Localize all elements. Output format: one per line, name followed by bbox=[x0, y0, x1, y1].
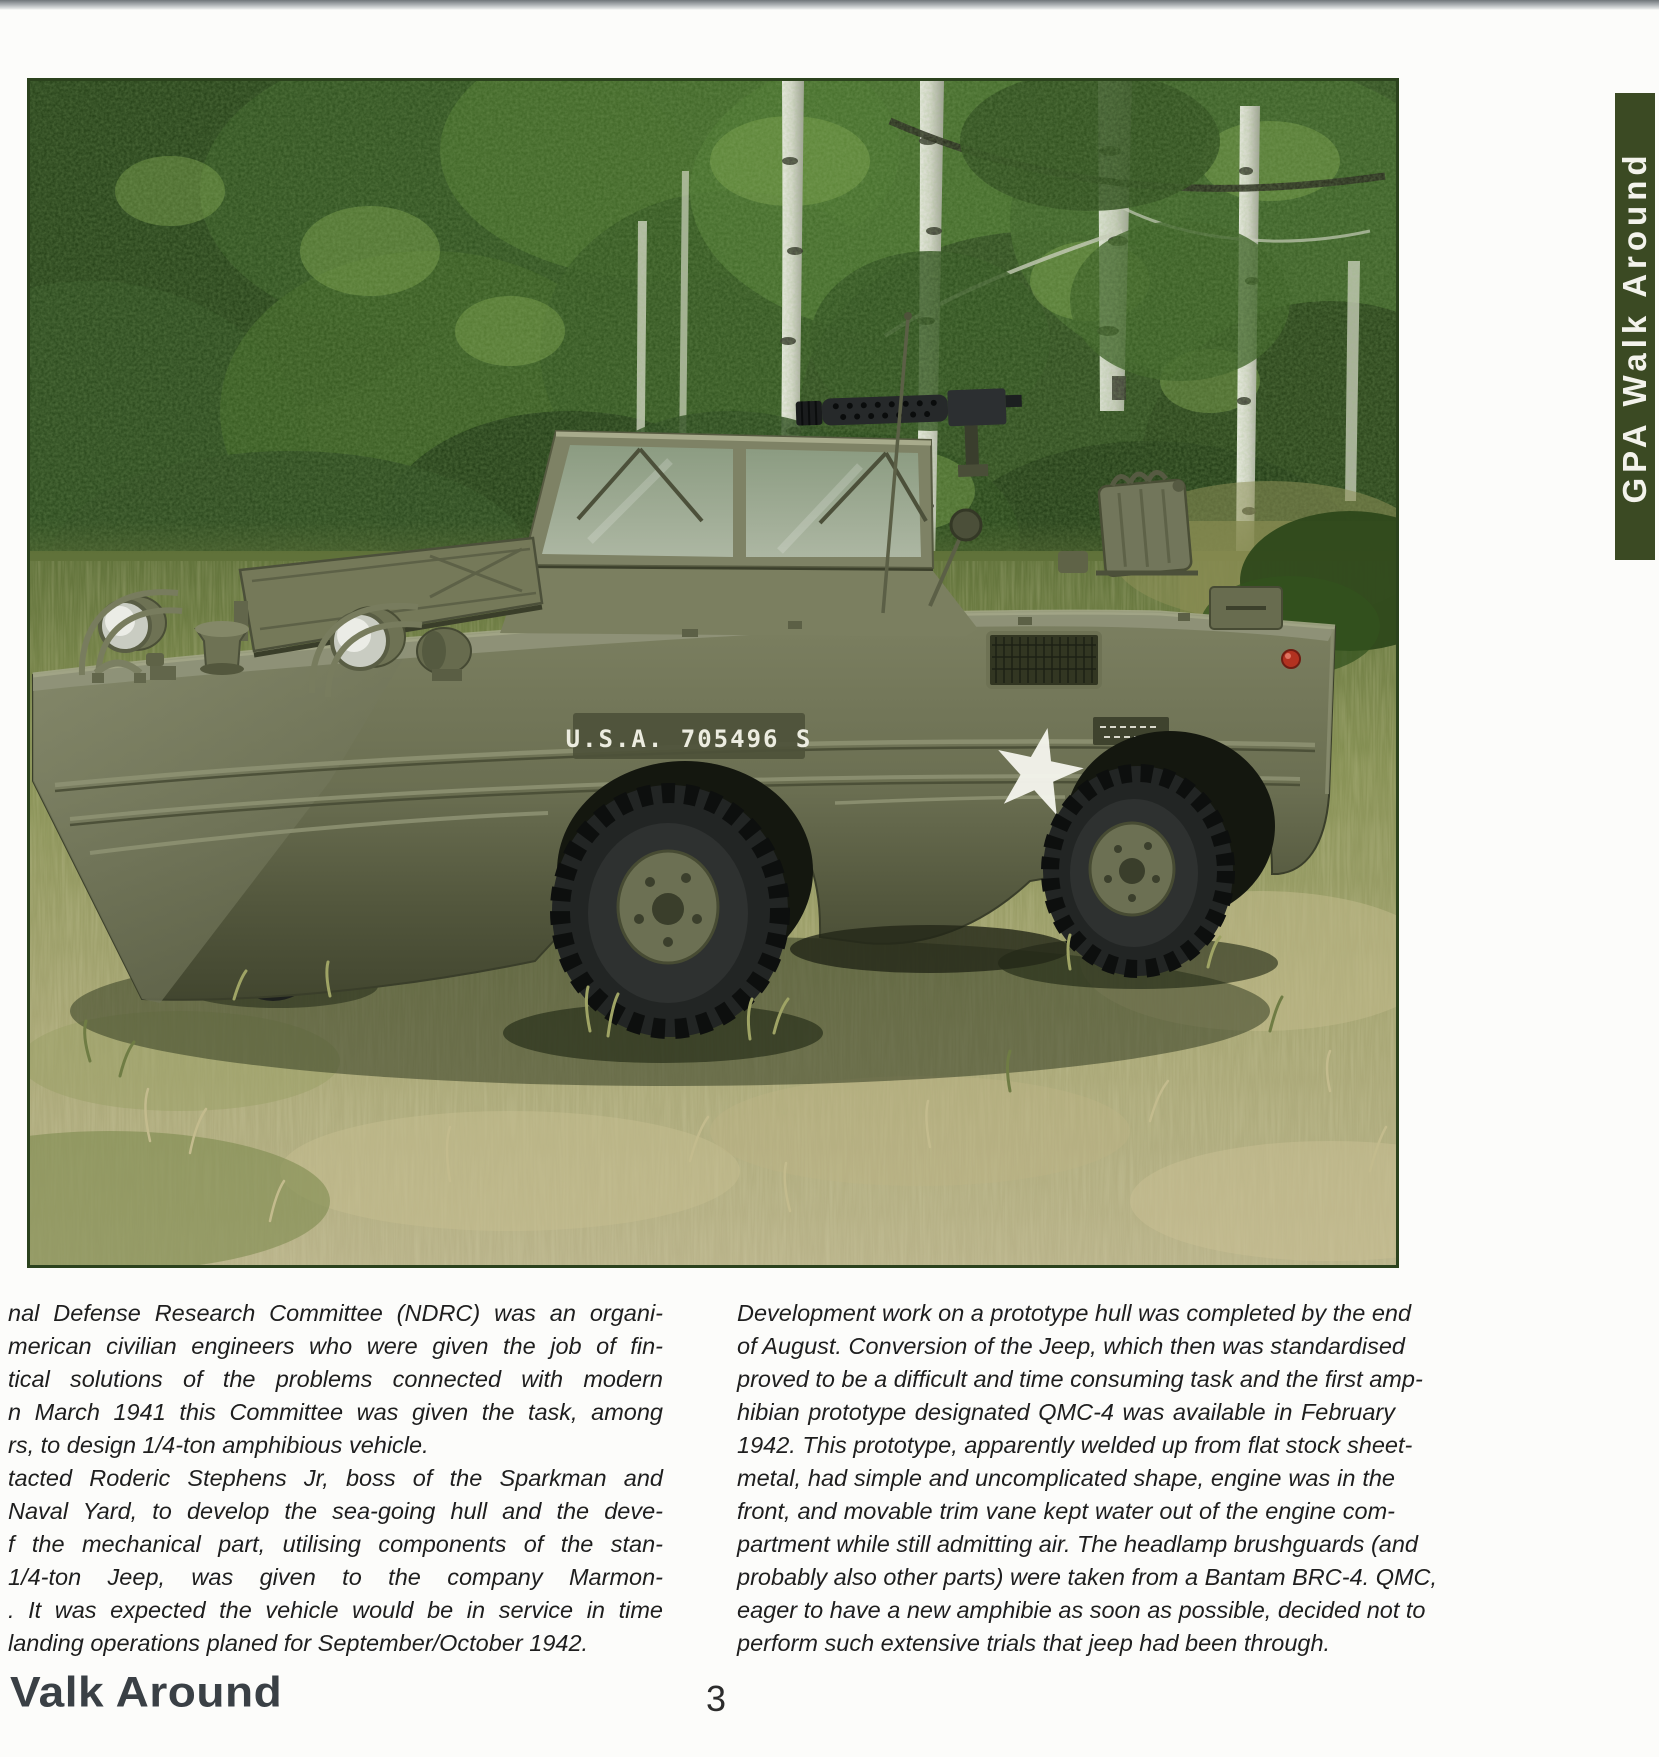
left-text-column bbox=[8, 1297, 663, 1660]
text-line: front, and movable trim vane kept water out of the engine com- bbox=[737, 1498, 1395, 1524]
text-line: n March 1941 this Committee was given the task, among bbox=[8, 1399, 663, 1425]
text-line: eager to have a new amphibie as soon as possible, decided not to bbox=[737, 1597, 1426, 1623]
text-line: f the mechanical part, utilising components of the stan- bbox=[8, 1531, 663, 1557]
text-line: landing operations planed for September/October 1942. bbox=[8, 1630, 589, 1656]
cowl bbox=[500, 568, 978, 637]
text-line: partment while still admitting air. The headlamp brushguards (and bbox=[737, 1531, 1418, 1557]
registration-stencil bbox=[566, 713, 813, 759]
text-line: nal Defense Research Committee (NDRC) was an organi- bbox=[8, 1300, 663, 1326]
text-line: probably also other parts) were taken from a Bantam BRC-4. QMC, bbox=[737, 1564, 1438, 1590]
series-tab bbox=[1615, 93, 1655, 560]
text-line: of August. Conversion of the Jeep, which then was standardised bbox=[737, 1333, 1405, 1359]
text-line: tical solutions of the problems connected with modern bbox=[8, 1366, 663, 1392]
jerry-can bbox=[1098, 470, 1192, 576]
text-line: 1/4-ton Jeep, was given to the company Marmon- bbox=[8, 1564, 663, 1590]
windshield bbox=[500, 431, 978, 637]
gpa-photo bbox=[27, 78, 1399, 1268]
series-tab-label: GPA Walk Around bbox=[1616, 149, 1653, 504]
engine-grille bbox=[988, 633, 1100, 687]
text-line: perform such extensive trials that jeep had been through. bbox=[737, 1630, 1331, 1656]
text-line: tacted Roderic Stephens Jr, boss of the Sparkman and bbox=[8, 1465, 663, 1491]
text-line: Naval Yard, to develop the sea-going hull and the deve- bbox=[8, 1498, 663, 1524]
text-line: hibian prototype designated QMC-4 was available in February bbox=[737, 1399, 1395, 1425]
page-number: 3 bbox=[705, 1678, 727, 1719]
scan-edge bbox=[0, 0, 1659, 10]
red-reflector bbox=[1282, 650, 1300, 668]
text-line: rs, to design 1/4-ton amphibious vehicle. bbox=[8, 1432, 429, 1458]
right-text-column bbox=[737, 1297, 1438, 1660]
walk-around-logo: Valk Around bbox=[10, 1667, 283, 1716]
photo-illustration bbox=[30, 81, 1396, 1265]
text-line: . It was expected the vehicle would be in service in time bbox=[8, 1597, 663, 1623]
text-line: proved to be a difficult and time consuming task and the first amp- bbox=[737, 1366, 1423, 1392]
text-line: merican civilian engineers who were given the job of fin- bbox=[8, 1333, 663, 1359]
registration-text: U.S.A. 705496 S bbox=[565, 725, 813, 753]
text-line: Development work on a prototype hull was completed by the end bbox=[737, 1300, 1412, 1326]
rear-wheel bbox=[1043, 766, 1233, 976]
text-line: metal, had simple and uncomplicated shape, engine was in the bbox=[737, 1465, 1395, 1491]
text-line: 1942. This prototype, apparently welded up from flat stock sheet- bbox=[737, 1432, 1413, 1458]
